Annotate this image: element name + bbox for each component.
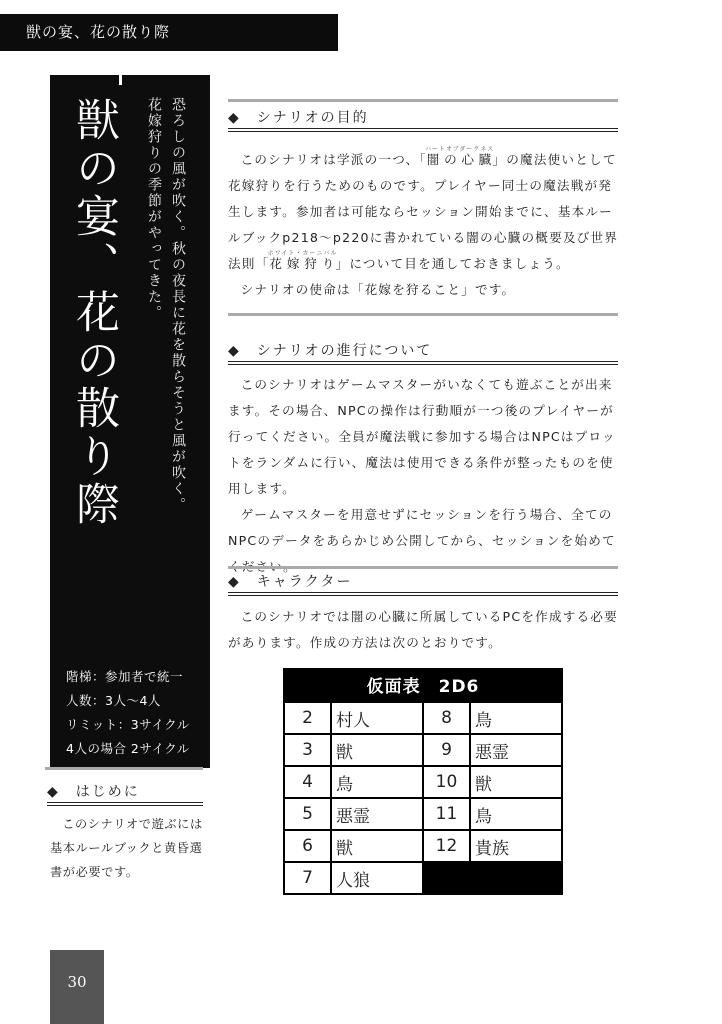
table-row: 6 獣 12 貴族 (284, 830, 562, 862)
page-number: 30 (50, 950, 104, 1024)
section-heading-intro: ◆ はじめに (47, 780, 203, 806)
table-title: 仮面表 2D6 (284, 668, 562, 702)
info-players: 人数：3人～4人 (66, 693, 161, 708)
info-rank: 階梯：参加者で統一 (66, 669, 184, 684)
info-limit: リミット：3サイクル (66, 717, 190, 732)
table-row: 3 獣 9 悪霊 (284, 734, 562, 766)
table-row: 5 悪霊 11 鳥 (284, 798, 562, 830)
chapter-header: 獣の宴、花の散り際 (0, 14, 338, 51)
divider (45, 767, 203, 770)
scenario-info (66, 665, 190, 761)
title-panel (50, 75, 210, 768)
section-heading-progress: ◆ シナリオの進行について (228, 339, 618, 365)
info-limit-4p: 4人の場合 2サイクル (66, 741, 190, 756)
divider (119, 75, 122, 85)
progress-text: このシナリオはゲームマスターがいなくても遊ぶことが出来ます。その場合、NPCの操作は行動順が一つ後のプレイヤーが行ってください。全員が魔法戦に参加する場合はNPCはプロットをランダムに行い、魔法は使用できる条件が整ったものを使用します。 ゲームマスターを用意せずにセッションを行う場合、全てのNPCのデータをあらかじめ公開してから、セッションを始めて (228, 377, 616, 548)
scenario-tagline: 恐ろしの風が吹く。秋の夜長に花を散らそうと風が吹く。 花嫁狩りの季節がやってきた。 (146, 97, 186, 513)
scenario-title: 獣の宴、花の散り際 (68, 97, 119, 529)
section-heading-character: ◆ キャラクター (228, 570, 618, 596)
table-row: 2 村人 8 鳥 (284, 702, 562, 734)
purpose-text: このシナリオは学派の一つ、「闇の心臓ハートオブダークネス」の魔法使いとして花嫁狩りを行うためのものです。プレイヤー同士の魔法戦が発生します。参加者は可能ならセッション開始までに、基本ルールブックp218～p220に書かれている闇の心臓の概要及び世界法則「花嫁狩りホワイト・カーニバル」について目を通しておきましょう。 シナリオの使命は「花嫁を狩ること」です。 (228, 146, 619, 297)
character-text: このシナリオでは闇の心臓に所属しているPCを作成する必要があります。作成の方法は次のとおりです。 (228, 609, 618, 650)
section-heading-purpose: ◆ シナリオの目的 (228, 106, 618, 132)
intro-text: このシナリオで遊ぶには基本ルールブックと黄昏選書が必要です。 (50, 817, 203, 879)
table-row: 7 人狼 (284, 862, 562, 894)
divider (228, 99, 618, 102)
divider (228, 313, 618, 316)
table-row: 4 鳥 10 獣 (284, 766, 562, 798)
mask-table (283, 668, 563, 895)
divider (228, 566, 618, 569)
